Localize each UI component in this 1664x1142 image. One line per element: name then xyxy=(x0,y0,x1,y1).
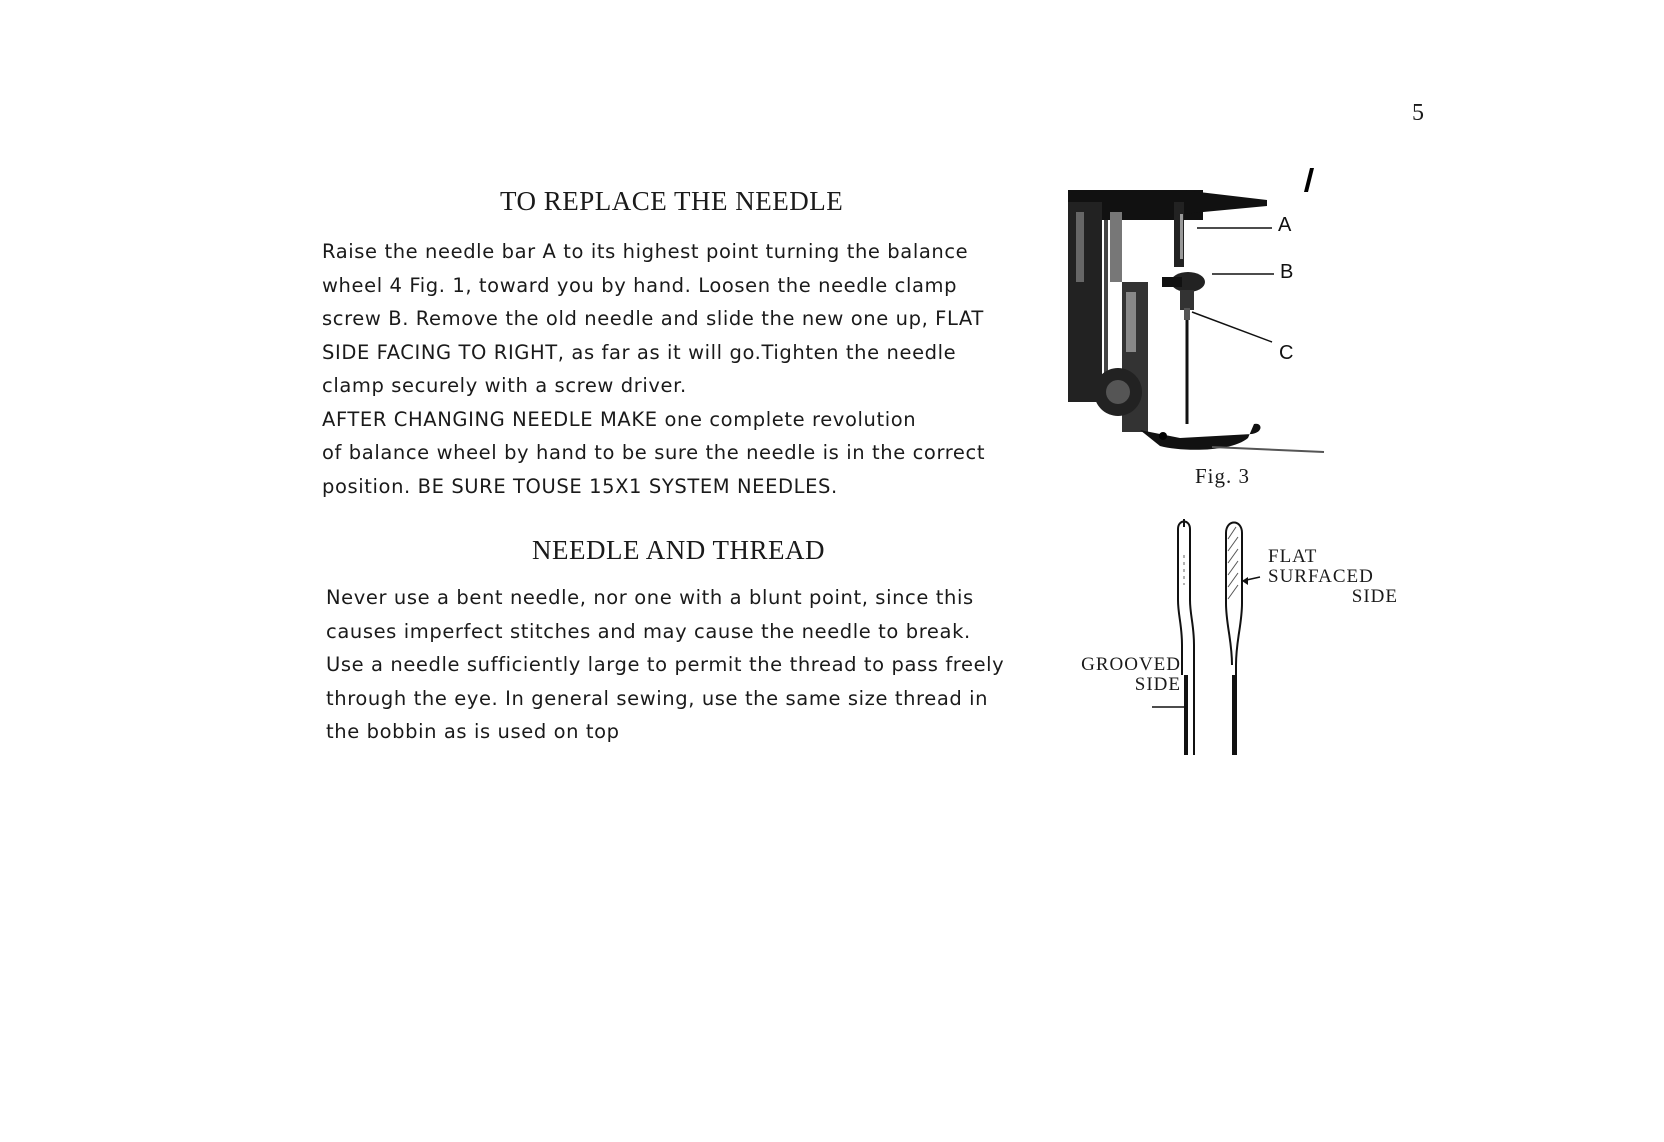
label-line: SIDE xyxy=(1351,586,1398,607)
section-title-replace-needle: TO REPLACE THE NEEDLE xyxy=(500,186,844,216)
needle-clamp-illustration xyxy=(1062,162,1352,462)
section-body-replace-needle xyxy=(322,235,985,503)
body-line: the bobbin as is used on top xyxy=(326,720,620,743)
body-line: Raise the needle bar A to its highest point turning the balance xyxy=(322,240,969,263)
section-body-needle-thread xyxy=(326,581,1004,749)
body-line: AFTER CHANGING NEEDLE MAKE one complete revolution xyxy=(322,407,917,431)
label-line: FLAT xyxy=(1268,546,1318,567)
flat-surfaced-side-label xyxy=(1268,547,1398,607)
label-line: GROOVED xyxy=(1081,654,1181,675)
label-line: SURFACED xyxy=(1268,566,1374,587)
body-line: screw B. Remove the old needle and slide the new one up, FLAT xyxy=(322,307,984,330)
body-line: SIDE FACING TO RIGHT, as far as it will go.Tighten the needle xyxy=(322,340,957,364)
body-line: clamp securely with a screw driver. xyxy=(322,374,687,397)
figure-caption: Fig. 3 xyxy=(1195,464,1251,488)
figure-3-needle-clamp xyxy=(1062,162,1352,492)
body-line: position. BE SURE TOUSE 15X1 SYSTEM NEEDLES. xyxy=(322,474,838,498)
body-line: through the eye. In general sewing, use the same size thread in xyxy=(326,686,989,710)
section-title-needle-thread: NEEDLE AND THREAD xyxy=(532,535,825,565)
body-line: causes imperfect stitches and may cause the needle to break. xyxy=(326,619,971,643)
page-number: 5 xyxy=(1412,100,1424,126)
needle-diagram xyxy=(1070,515,1400,775)
body-line: wheel 4 Fig. 1, toward you by hand. Loosen the needle clamp xyxy=(322,273,958,297)
label-line: SIDE xyxy=(1134,674,1181,695)
callout-label-b: B xyxy=(1280,261,1294,283)
body-line: Use a needle sufficiently large to permit the thread to pass freely xyxy=(326,653,1005,676)
callout-label-a: A xyxy=(1278,214,1292,236)
callout-label-c: C xyxy=(1279,342,1294,364)
body-line: Never use a bent needle, nor one with a blunt point, since this xyxy=(326,586,974,609)
body-line: of balance wheel by hand to be sure the needle is in the correct xyxy=(322,441,986,464)
grooved-side-label xyxy=(1077,655,1181,695)
